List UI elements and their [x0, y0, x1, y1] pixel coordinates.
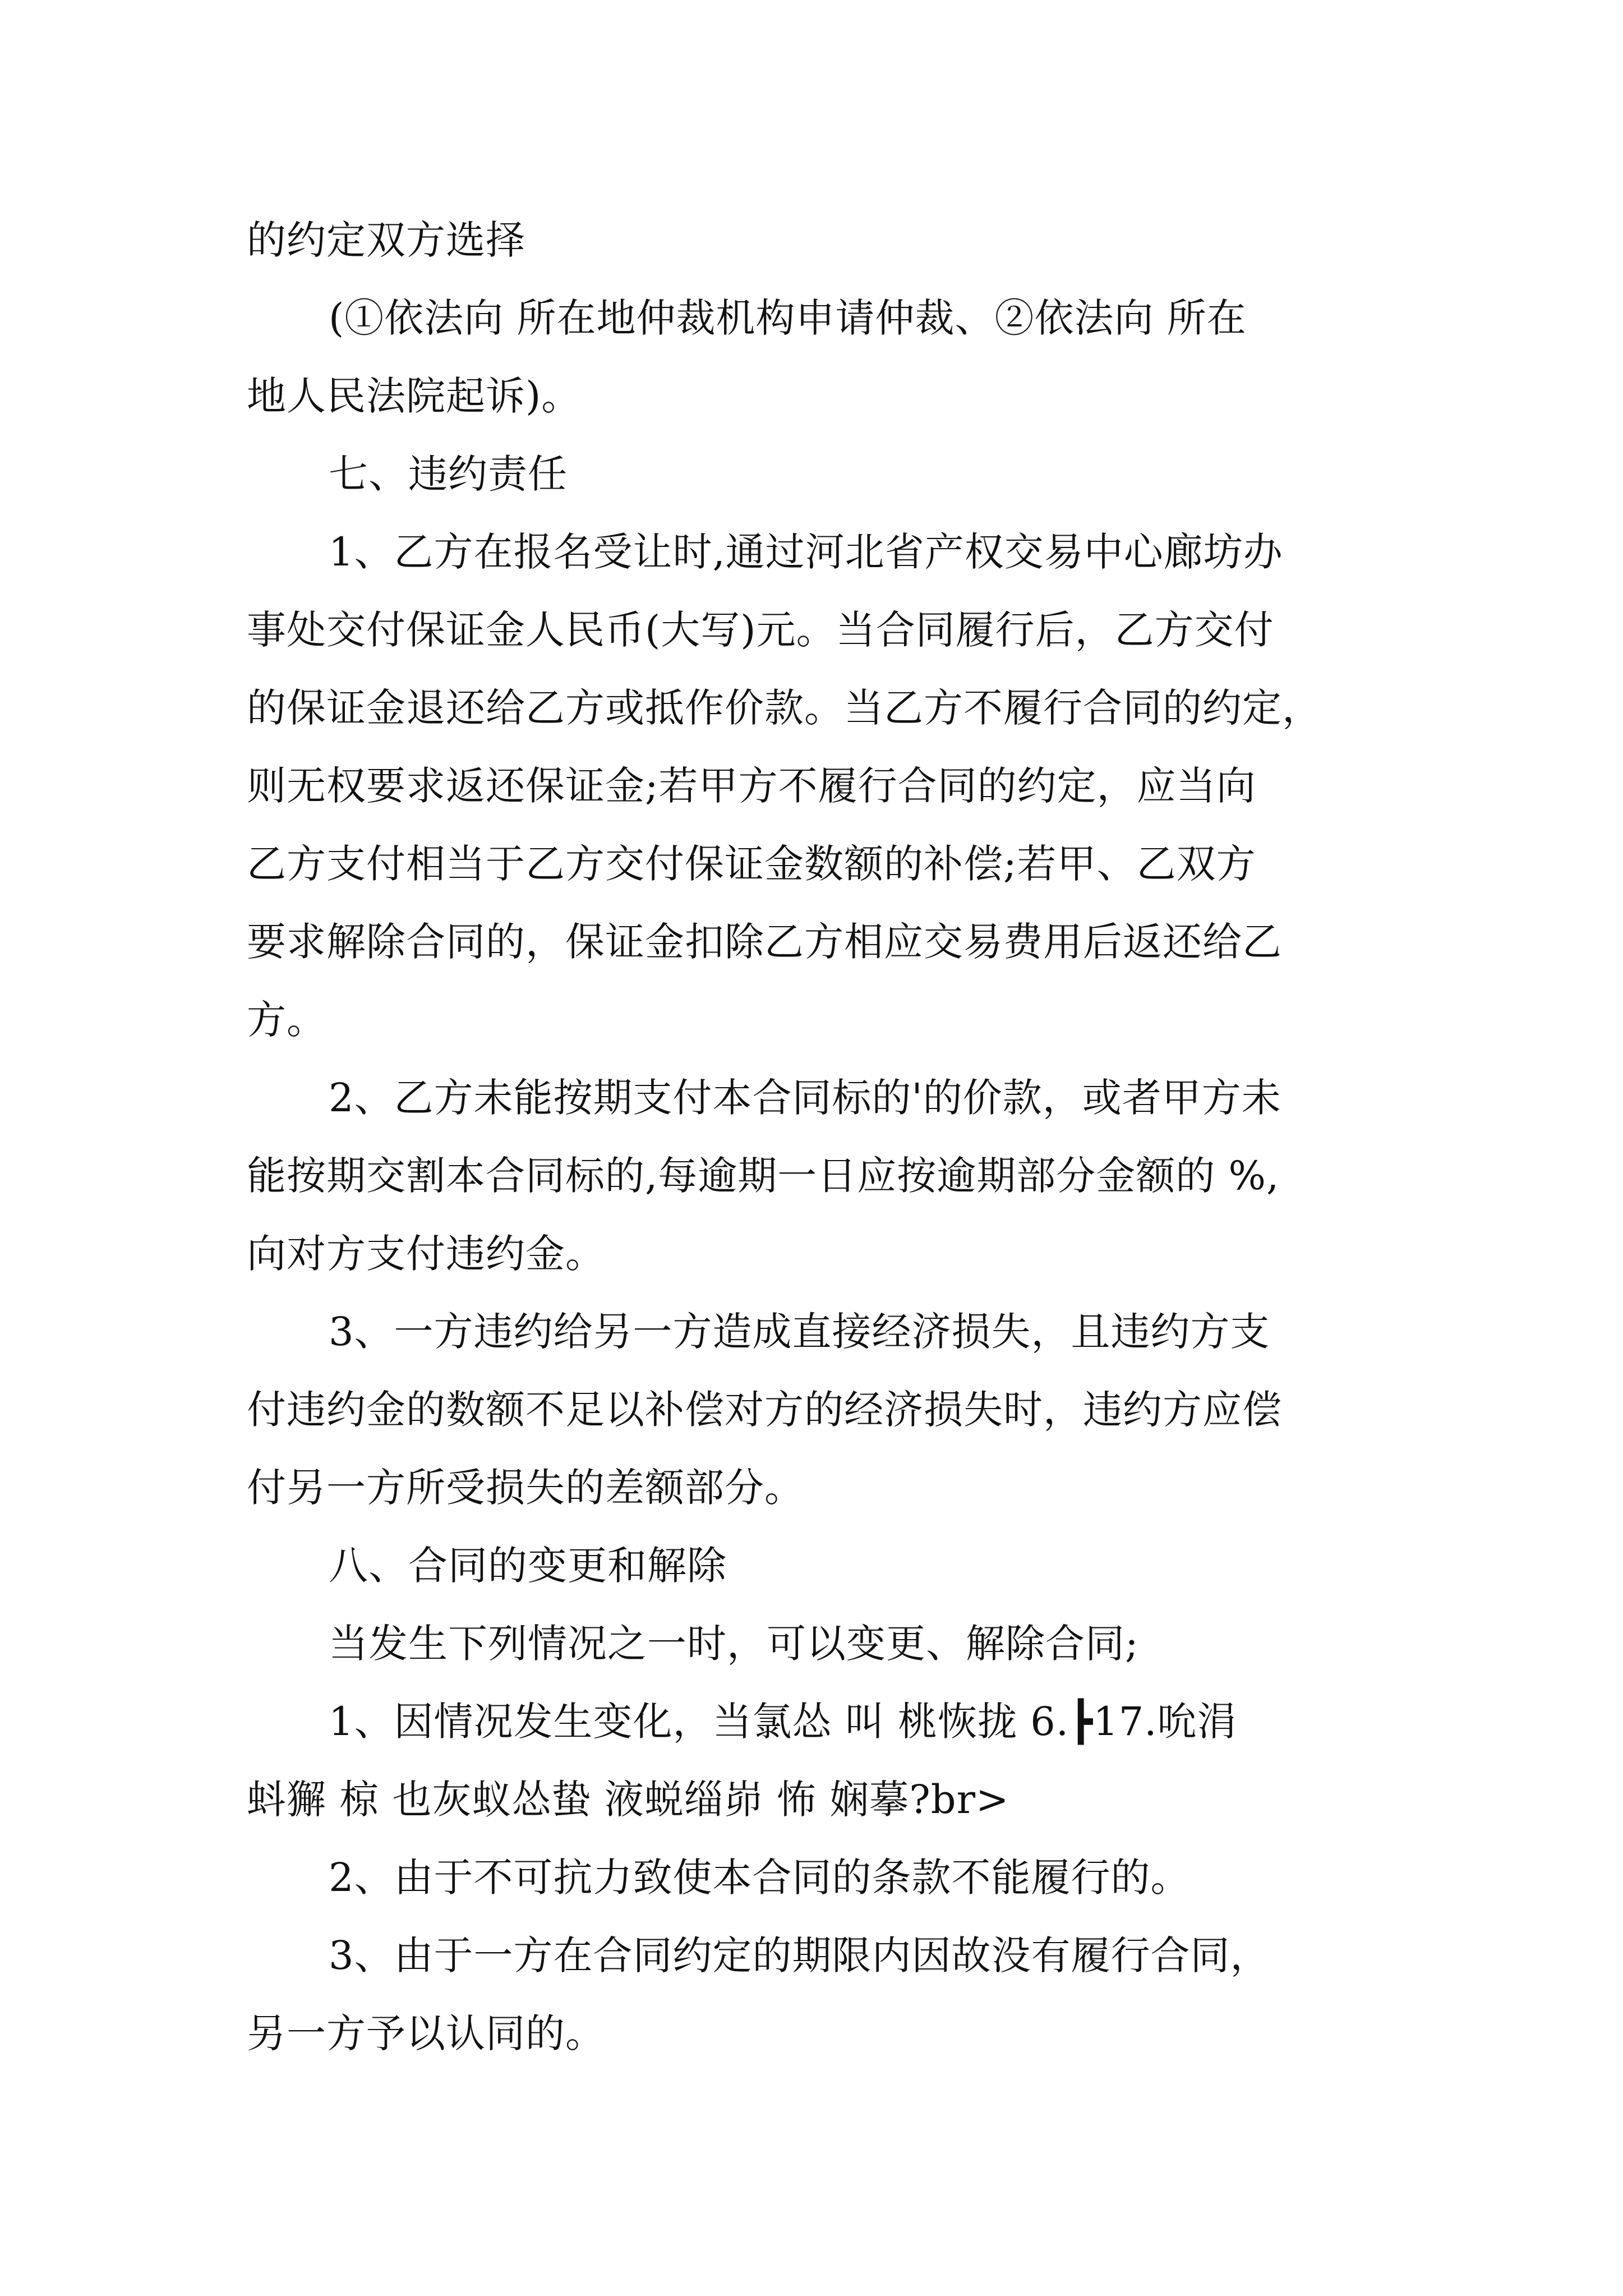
text-line-3: 地人民法院起诉)。 [247, 373, 582, 419]
text-line-22: 2、由于不可抗力致使本合同的条款不能履行的。 [329, 1855, 1191, 1901]
text-line-5: 1、乙方在报名受让时,通过河北省产权交易中心廊坊办 [329, 529, 1283, 575]
text-line-24: 另一方予以认同的。 [247, 2010, 605, 2056]
text-line-23: 3、由于一方在合同约定的期限内因故没有履行合同， [329, 1932, 1270, 1978]
text-line-2: (①依法向 所在地仲裁机构申请仲裁、②依法向 所在 [329, 295, 1247, 341]
text-line-21: 蚪獬 椋 也灰蚁怂蛰 液蜕缁峁 怖 娴摹?br> [247, 1777, 1009, 1823]
text-line-9: 乙方支付相当于乙方交付保证金数额的补偿;若甲、乙双方 [247, 841, 1256, 887]
text-line-13: 能按期交割本合同标的,每逾期一日应按逾期部分金额的 %, [247, 1153, 1280, 1199]
text-line-15: 3、一方违约给另一方造成直接经济损失，且违约方支 [329, 1309, 1270, 1355]
text-line-12: 2、乙方未能按期支付本合同标的'的价款，或者甲方未 [329, 1075, 1281, 1121]
text-line-19: 当发生下列情况之一时，可以变更、解除合同; [329, 1621, 1139, 1667]
text-line-10: 要求解除合同的，保证金扣除乙方相应交易费用后返还给乙 [247, 919, 1282, 965]
section-heading-breach: 七、违约责任 [329, 451, 568, 497]
text-line-1: 的约定双方选择 [247, 217, 525, 263]
text-line-14: 向对方支付违约金。 [247, 1231, 605, 1277]
text-line-16: 付违约金的数额不足以补偿对方的经济损失时，违约方应偿 [247, 1387, 1282, 1433]
text-line-7: 的保证金退还给乙方或抵作价款。当乙方不履行合同的约定， [247, 685, 1322, 731]
text-line-6: 事处交付保证金人民币(大写)元。当合同履行后，乙方交付 [247, 607, 1274, 653]
text-line-8: 则无权要求返还保证金;若甲方不履行合同的约定，应当向 [247, 763, 1256, 809]
text-line-17: 付另一方所受损失的差额部分。 [247, 1465, 804, 1511]
text-line-11: 方。 [247, 997, 326, 1043]
text-line-20: 1、因情况发生变化，当氯怂 叫 桃恢拢 6.┣17.吮涓 [329, 1699, 1237, 1745]
section-heading-change: 八、合同的变更和解除 [329, 1543, 727, 1589]
